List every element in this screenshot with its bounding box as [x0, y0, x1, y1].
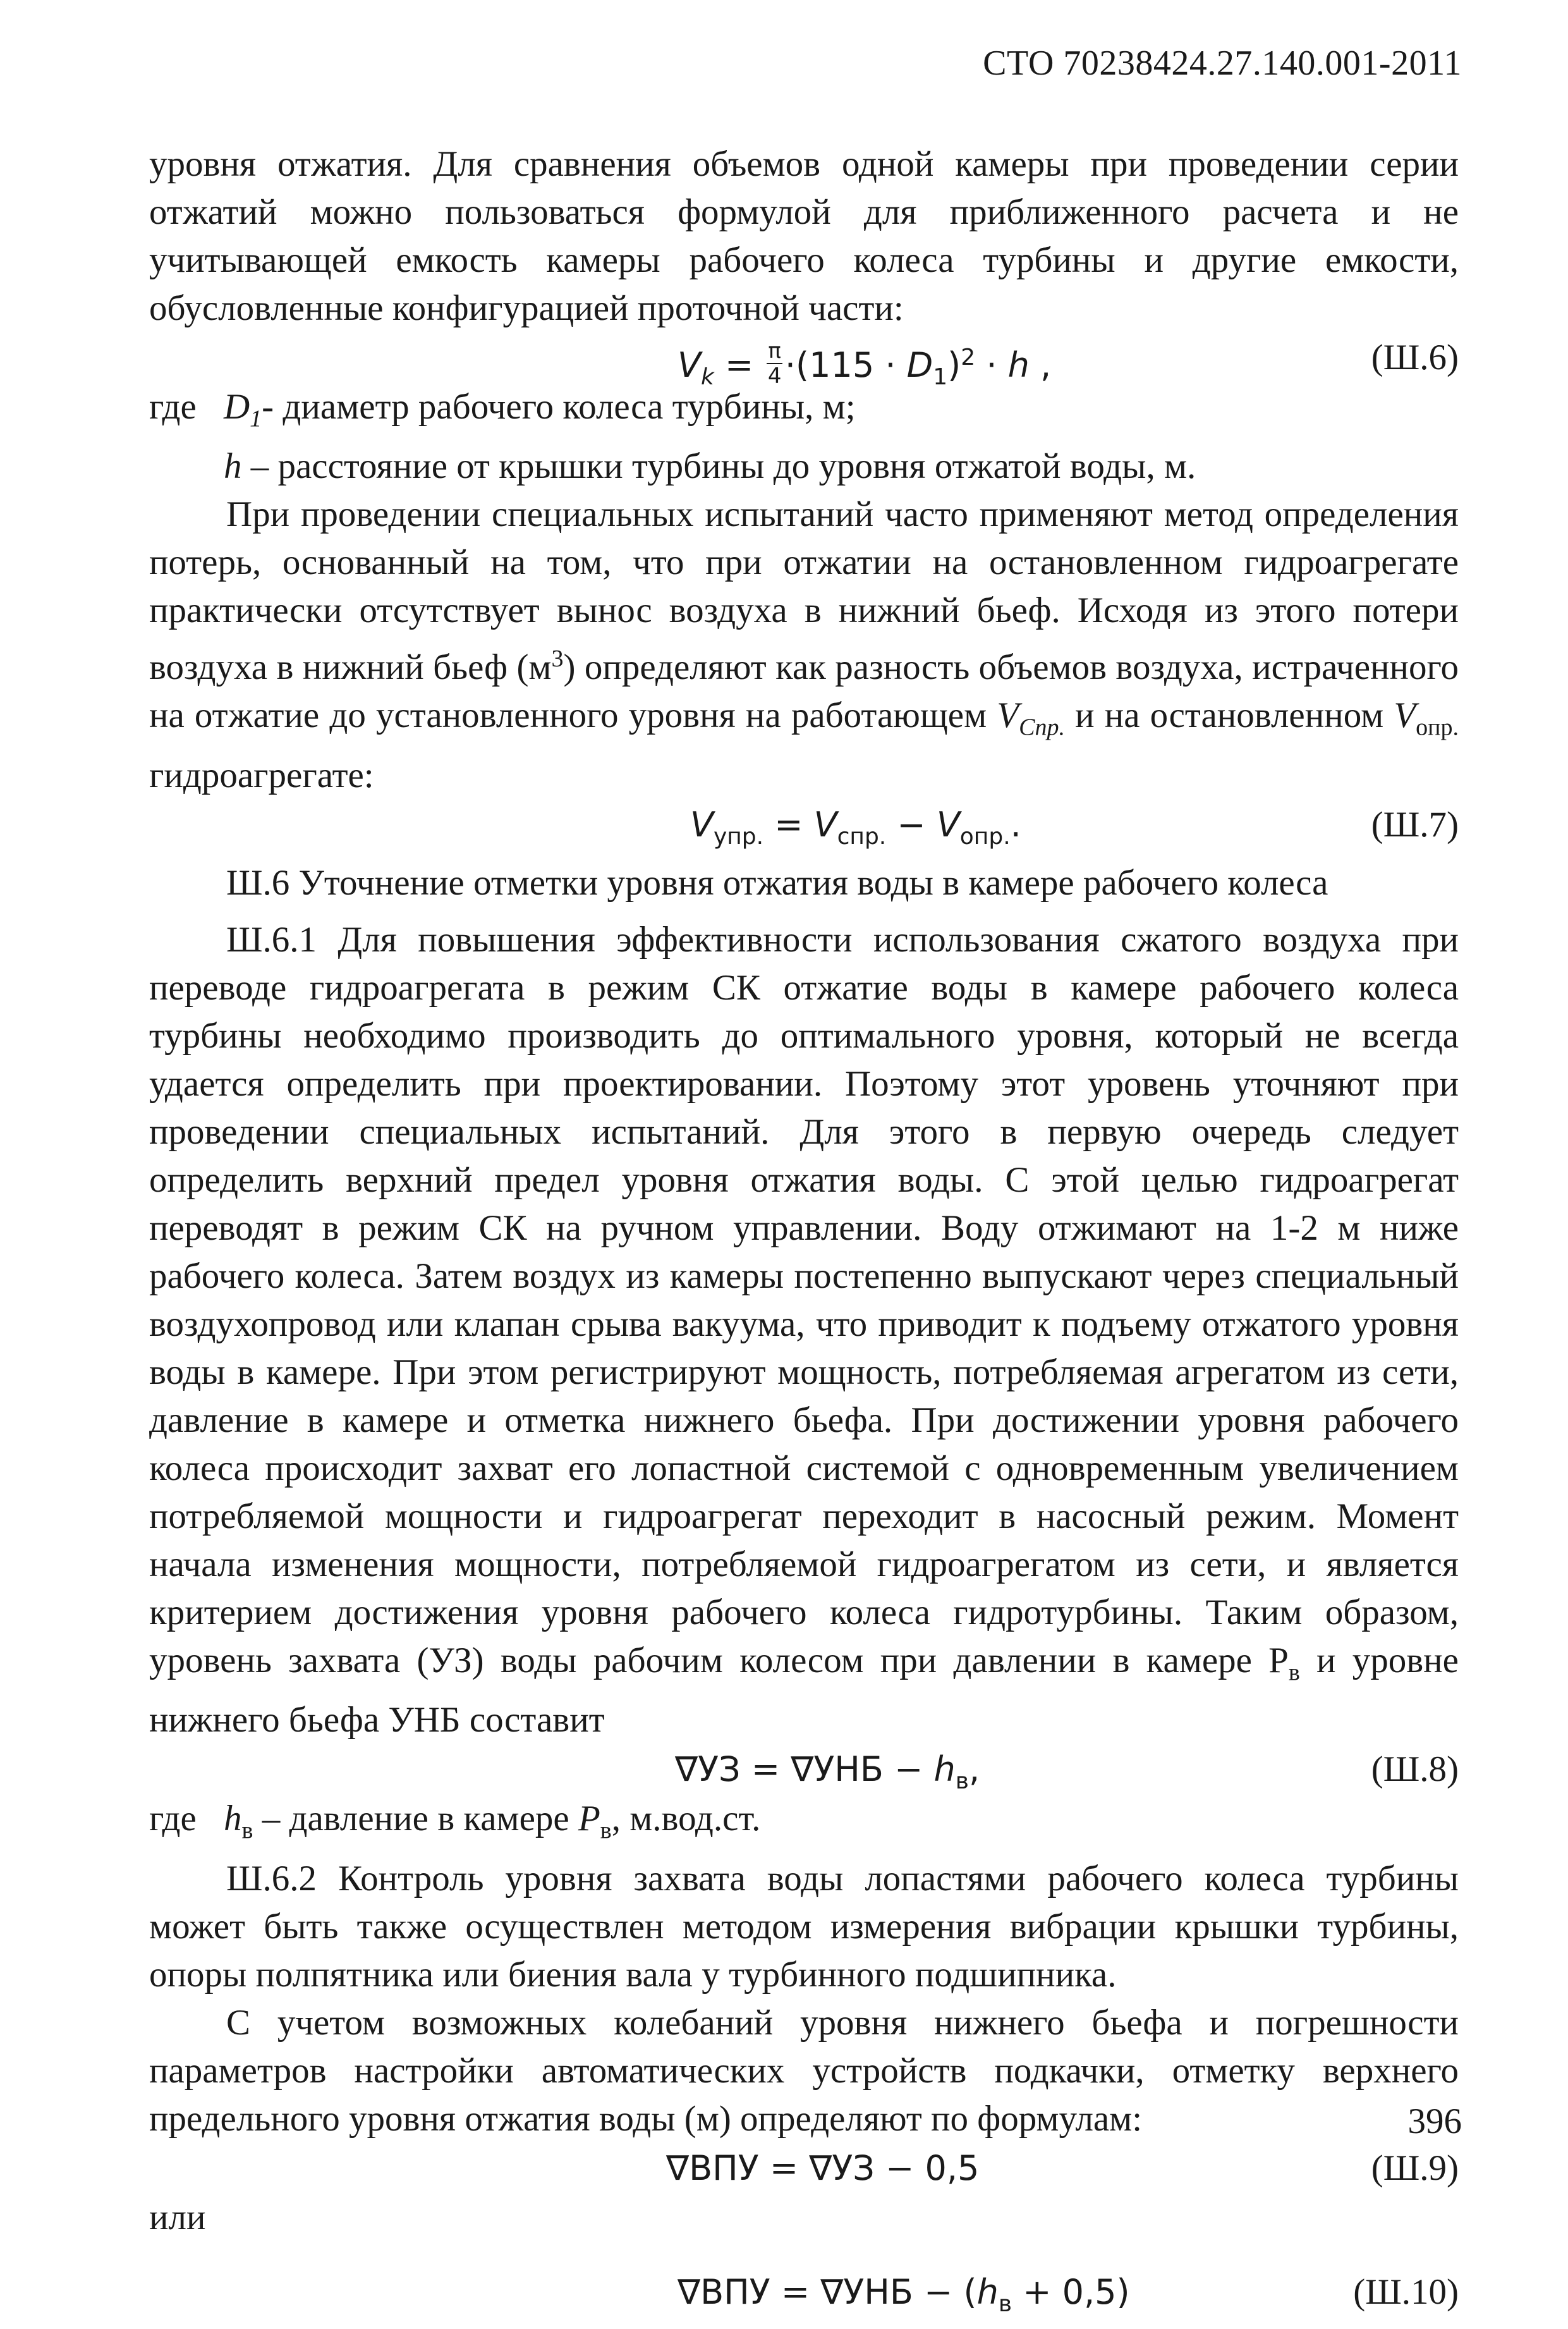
formula-sh6-number: (Ш.6)	[1371, 338, 1459, 377]
formula-sh9-number: (Ш.9)	[1371, 2148, 1459, 2188]
pi-over-4-fraction: $\frac{\pi}{4}$	[767, 338, 782, 389]
formula-sh9-expression: ∇ВПУ = ∇УЗ − 0,5	[666, 2148, 980, 2188]
where-h-definition: h – расстояние от крышки турбины до уровня отжатой воды, м.	[224, 446, 1196, 487]
formula-sh8-expression: $\nabla УЗ = \nabla УНБ - h_в$,	[675, 1749, 980, 1794]
spacer	[149, 2242, 1459, 2267]
document-code-header: СТО 70238424.27.140.001-2011	[983, 44, 1462, 83]
paragraph-upper-limit: С учетом возможных колебаний уровня нижнего бьефа и погрешности параметров настройки автоматических устройств подкачки, отметку верхнего предельного уровня отжатия воды (м) определяют по формулам:	[149, 2002, 1459, 2139]
paragraph-sh6-2: Ш.6.2 Контроль уровня захвата воды лопастями рабочего колеса турбины может быть также осуществлен методом измерения вибрации крышки турбины, опоры полпятника или биения вала у турбинного подшипника.	[149, 1858, 1459, 1995]
page-number: 396	[1407, 2101, 1462, 2141]
formula-sh9	[149, 2143, 1459, 2194]
or-label: или	[149, 2197, 206, 2237]
formula-sh6-expression: $V_k$ = $\frac{\pi}{4}$ $\cdot(115 \cdot D_1)^2 \cdot h$ ,	[678, 338, 1052, 390]
section-heading-sh6: Ш.6 Уточнение отметки уровня отжатия воды в камере рабочего колеса	[226, 862, 1328, 903]
formula-sh10-expression: $\nabla ВПУ = \nabla УНБ - (h_в + 0,5)$	[678, 2271, 1130, 2317]
formula-sh7	[149, 800, 1459, 850]
formula-sh6	[149, 333, 1459, 390]
formula-sh8	[149, 1744, 1459, 1795]
where-hv-definition: $h_в$ – давление в камере $P_в$, м.вод.ст.	[224, 1799, 761, 1844]
formula-sh7-number: (Ш.7)	[1371, 804, 1459, 845]
paragraph-sh6-1: Ш.6.1 Для повышения эффективности использования сжатого воздуха при переводе гидроагрегата в режим СК отжатие воды в камере рабочего колеса турбины необходимо производить до оптимального уровня, который не всегда удается определить при проектировании. Поэтому этот уровень уточняют при проведении специальных испытаний. Для этого в первую очередь следует определить верхний предел уровня отжатия воды. С этой целью гидроагрегат переводят в режим СК на ручном управлении. Воду отжимают на 1-2 м ниже рабочего колеса. Затем воздух из камеры постепенно выпускают через специальный воздухопровод или клапан срыва вакуума, что приводит к подъему отжатого уровня воды в камере. При этом регистрируют мощность, потребляемая агрегатом из сети, давление в камере и отметка нижнего бьефа. При достижении уровня рабочего колеса происходит захват его лопастной системой с одновременным увеличением потребляемой мощности и гидроагрегат переходит в насосный режим. Момент начала изменения мощности, потребляемой гидроагрегатом из сети, и является критерием достижения уровня рабочего колеса гидротурбины. Таким образом, уровень захвата (УЗ) воды рабочим колесом при давлении в камере $Р_в$ и уровне нижнего бьефа УНБ составит	[149, 919, 1459, 1740]
paragraph-losses-method: При проведении специальных испытаний часто применяют метод определения потерь, основанный на том, что при отжатии на остановленном гидроагрегате практически отсутствует вынос воздуха в нижний бьеф. Исходя из этого потери воздуха в нижний бьеф $(м^3)$ определяют как разность объемов воздуха, истраченного на отжатие до установленного уровня на работающем $V_{Спр.}$ и на остановленном $V_{опр.}$ гидроагрегате:	[149, 494, 1459, 795]
where-label-2: где	[149, 1799, 197, 1839]
paragraph-intro: уровня отжатия. Для сравнения объемов одной камеры при проведении серии отжатий можно пользоваться формулой для приближенного расчета и не учитывающей емкость камеры рабочего колеса турбины и другие емкости, обусловленные конфигурацией проточной части:	[149, 144, 1459, 328]
where-d1-definition: $D_1-$ диаметр рабочего колеса турбины, м;	[224, 387, 856, 432]
where-label: где	[149, 387, 197, 427]
formula-sh8-number: (Ш.8)	[1371, 1749, 1459, 1790]
document-body	[149, 140, 1459, 2318]
formula-sh10	[149, 2267, 1459, 2318]
formula-sh7-expression: $V_{упр.} = V_{спр.} - V_{опр.}$.	[690, 804, 1021, 850]
formula-sh10-number: (Ш.10)	[1353, 2271, 1459, 2312]
